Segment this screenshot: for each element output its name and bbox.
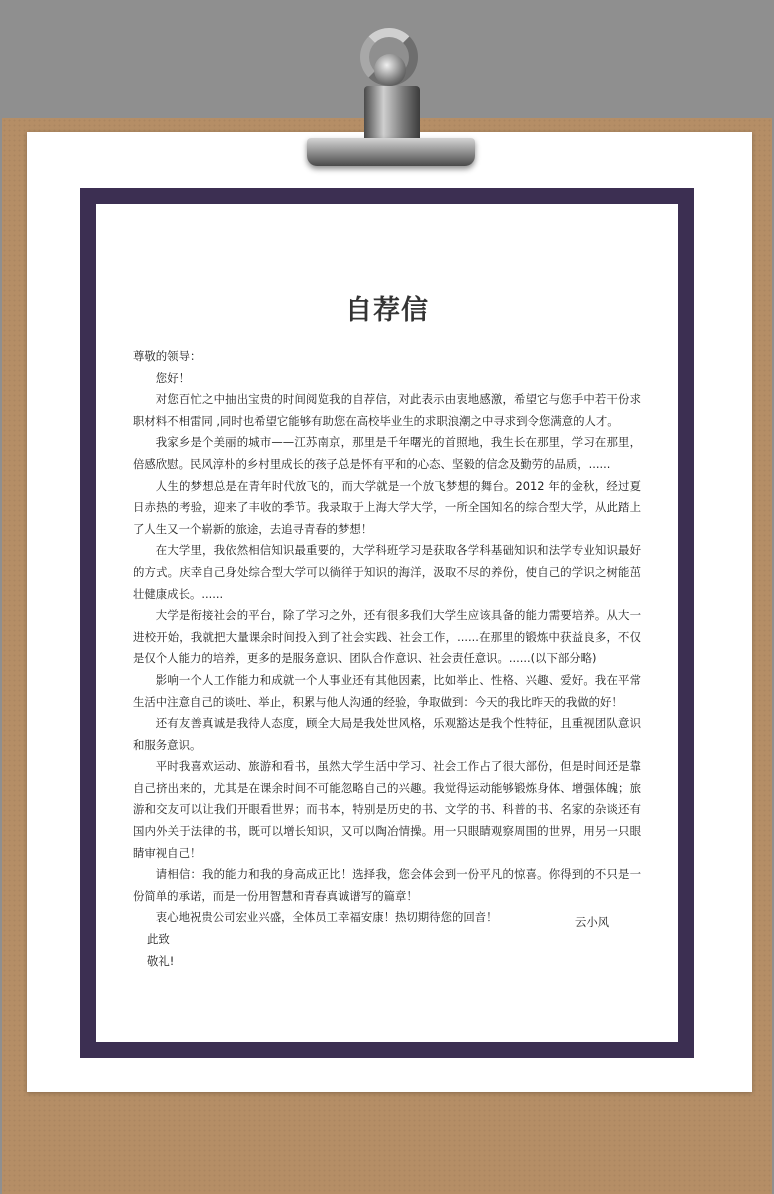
signature: 云小风 xyxy=(575,915,610,929)
paragraph: 请相信：我的能力和我的身高成正比！选择我，您会体会到一份平凡的惊喜。你得到的不只是一份简单的承诺，而是一份用智慧和青春真诚谱写的篇章！ xyxy=(133,867,641,903)
paragraph: 还有友善真诚是我待人态度，顾全大局是我处世风格，乐观豁达是我个性特征，且重视团队意识和服务意识。 xyxy=(133,716,641,752)
closing-salute: 敬礼! xyxy=(147,953,175,968)
paragraph: 对您百忙之中抽出宝贵的时间阅览我的自荐信，对此表示由衷地感激，希望它与您手中若干份求职材料不相雷同 ,同时也希望它能够有助您在高校毕业生的求职浪潮之中寻求到令您满意的人才。 xyxy=(133,392,641,428)
binder-clip-hub-icon xyxy=(374,54,406,86)
paragraph: 在大学里，我依然相信知识最重要的，大学科班学习是获取各学科基础知识和法学专业知识最好的方式。庆幸自己身处综合型大学可以徜徉于知识的海洋，汲取不尽的养份，使自己的学识之树能茁壮健康成长。...... xyxy=(133,543,641,601)
binder-clip-icon xyxy=(307,138,475,166)
salutation: 尊敬的领导： xyxy=(133,349,202,363)
letter-body xyxy=(133,346,641,972)
paragraph: 衷心地祝贵公司宏业兴盛，全体员工幸福安康！热切期待您的回音！ xyxy=(155,910,498,925)
letter-title: 自荐信 xyxy=(345,295,429,326)
closing-line: 此致 xyxy=(147,932,170,947)
paragraph: 人生的梦想总是在青年时代放飞的，而大学就是一个放飞梦想的舞台。2012 年的金秋，经过夏日赤热的考验，迎来了丰收的季节。我录取于上海大学大学，一所全国知名的综合型大学，从此踏上了人生又一个崭新的旅途，去追寻青春的梦想！ xyxy=(133,478,641,536)
greeting: 您好！ xyxy=(155,370,190,385)
paragraph: 影响一个人工作能力和成就一个人事业还有其他因素，比如举止、性格、兴趣、爱好。我在平常生活中注意自己的谈吐、举止，积累与他人沟通的经验，争取做到：今天的我比昨天的我做的好！ xyxy=(133,672,641,709)
paragraph: 大学是衔接社会的平台，除了学习之外，还有很多我们大学生应该具备的能力需要培养。从大一进校开始，我就把大量课余时间投入到了社会实践、社会工作，......在那里的锻炼中获益良多，不仅是仅个人能力的培养，更多的是服务意识、团队合作意识、社会责任意识。......(以下部分略) xyxy=(133,608,641,666)
paragraph: 我家乡是个美丽的城市——江苏南京，那里是千年曙光的首照地，我生长在那里，学习在那里，倍感欣慰。民风淳朴的乡村里成长的孩子总是怀有平和的心态、坚毅的信念及勤劳的品质，...... xyxy=(133,435,641,471)
paragraph: 平时我喜欢运动、旅游和看书，虽然大学生活中学习、社会工作占了很大部份，但是时间还是靠自己挤出来的，尤其是在课余时间不可能忽略自己的兴趣。我觉得运动能够锻炼身体、增强体魄；旅游和交友可以让我们开眼看世界；而书本，特别是历史的书、文学的书、科普的书、名家的杂谈还有国内外关于法律的书，既可以增长知识，又可以陶冶情操。用一只眼睛观察周围的世界，用另一只眼睛审视自己！ xyxy=(133,759,641,860)
